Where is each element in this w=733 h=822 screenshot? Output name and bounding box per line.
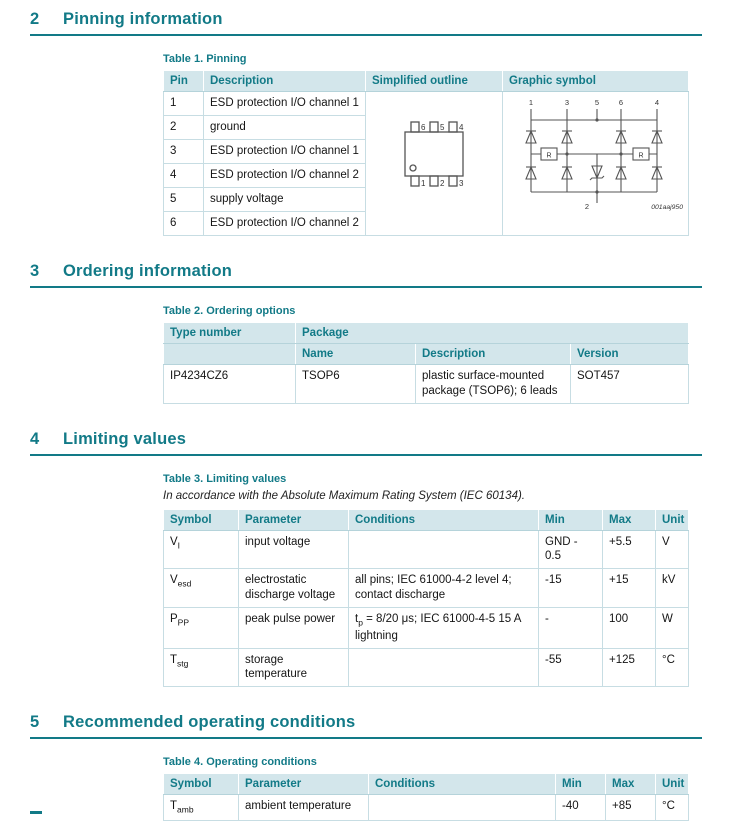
max-cell: 100 <box>603 608 656 648</box>
symbol-col-header: Graphic symbol <box>503 71 689 92</box>
conditions-cell: all pins; IEC 61000-4-2 level 4; contact discharge <box>349 569 539 608</box>
unit-cell: W <box>656 608 689 648</box>
package-col-header: Package <box>296 322 689 343</box>
min-col-header: Min <box>539 509 603 530</box>
symbol-pin-label: 1 <box>528 98 534 107</box>
symbol-cell: $V_I$ <box>164 530 239 569</box>
pinning-table <box>163 70 689 236</box>
symbol-pin-label: 3 <box>564 98 570 107</box>
section-number: 5 <box>30 713 40 732</box>
unit-cell: °C <box>656 795 689 820</box>
empty-header-cell <box>164 343 296 364</box>
min-col-header: Min <box>556 774 606 795</box>
symbol-cell: $T_{amb}$ <box>164 795 239 820</box>
outline-pin-label: 6 <box>421 123 426 132</box>
symbol-pin-label: 5 <box>594 98 600 107</box>
max-cell: +85 <box>606 795 656 820</box>
max-col-header: Max <box>606 774 656 795</box>
table1-caption: Table 1. Pinning <box>163 53 247 65</box>
pin-cell: 3 <box>164 139 204 163</box>
conditions-cell <box>369 795 556 820</box>
header-row <box>164 774 689 795</box>
unit-cell: V <box>656 530 689 569</box>
pin-cell: 2 <box>164 115 204 139</box>
conditions-col-header: Conditions <box>369 774 556 795</box>
esd-diode-array-svg <box>509 96 685 218</box>
symbol-pin-label: 2 <box>584 202 589 211</box>
section-operating <box>0 713 733 820</box>
description-cell: ESD protection I/O channel 2 <box>204 211 366 235</box>
section-heading <box>30 713 702 739</box>
pin-cell: 1 <box>164 92 204 116</box>
symbol-cell: $P_{PP}$ <box>164 608 239 648</box>
section-number: 4 <box>30 429 40 448</box>
table3-note: In accordance with the Absolute Maximum Rating System (IEC 60134). <box>163 489 525 502</box>
page-footer-rule <box>30 811 42 814</box>
parameter-cell: ambient temperature <box>239 795 369 820</box>
symbol-pin-label: 4 <box>654 98 660 107</box>
section-heading <box>30 430 702 456</box>
description-cell: supply voltage <box>204 187 366 211</box>
table2-caption: Table 2. Ordering options <box>163 304 296 317</box>
description-cell: ESD protection I/O channel 1 <box>204 92 366 116</box>
description-cell: ESD protection I/O channel 2 <box>204 163 366 187</box>
unit-cell: kV <box>656 569 689 608</box>
section-pinning <box>0 10 733 236</box>
min-cell: -40 <box>556 795 606 820</box>
version-cell: SOT457 <box>571 364 689 403</box>
drawing-code-label: 001aaj950 <box>651 204 683 211</box>
table3-caption: Table 3. Limiting values <box>163 472 287 485</box>
table-row <box>164 569 689 608</box>
section-heading <box>30 10 702 36</box>
symbol-cell: $V_{esd}$ <box>164 569 239 608</box>
max-cell: +125 <box>603 648 656 687</box>
package-name-cell: TSOP6 <box>296 364 416 403</box>
unit-col-header: Unit <box>656 509 689 530</box>
tsop6-outline-svg <box>375 96 493 214</box>
max-cell: +5.5 <box>603 530 656 569</box>
package-outline-drawing <box>366 92 503 236</box>
conditions-cell <box>349 530 539 569</box>
header-row <box>164 509 689 530</box>
section-number: 3 <box>30 261 40 280</box>
table-row <box>164 648 689 687</box>
table-row <box>164 608 689 648</box>
symbol-col-header: Symbol <box>164 509 239 530</box>
section-heading <box>30 262 702 288</box>
min-cell: -15 <box>539 569 603 608</box>
limiting-values-table <box>163 509 689 688</box>
header-row <box>164 343 689 364</box>
pin-col-header: Pin <box>164 71 204 92</box>
pin-cell: 6 <box>164 211 204 235</box>
parameter-col-header: Parameter <box>239 509 349 530</box>
description-col-header: Description <box>204 71 366 92</box>
symbol-col-header: Symbol <box>164 774 239 795</box>
ordering-table <box>163 322 689 404</box>
section-title: Recommended operating conditions <box>63 713 356 732</box>
type-number-cell: IP4234CZ6 <box>164 364 296 403</box>
description-col-header: Description <box>416 343 571 364</box>
conditions-cell: $t_p = 8/20$ μs; IEC 61000-4-5 15 A lightning <box>349 608 539 648</box>
section-title: Limiting values <box>63 429 187 448</box>
section-ordering <box>0 262 733 404</box>
parameter-cell: peak pulse power <box>239 608 349 648</box>
name-col-header: Name <box>296 343 416 364</box>
description-cell: ground <box>204 115 366 139</box>
conditions-col-header: Conditions <box>349 509 539 530</box>
parameter-col-header: Parameter <box>239 774 369 795</box>
description-cell: ESD protection I/O channel 1 <box>204 139 366 163</box>
table-row <box>164 364 689 403</box>
table4-caption: Table 4. Operating conditions <box>163 756 317 769</box>
min-cell: GND - 0.5 <box>539 530 603 569</box>
pin-cell: 4 <box>164 163 204 187</box>
symbol-cell: $T_{stg}$ <box>164 648 239 687</box>
min-cell: -55 <box>539 648 603 687</box>
operating-conditions-table <box>163 773 689 820</box>
min-cell: - <box>539 608 603 648</box>
header-row <box>164 322 689 343</box>
pin-cell: 5 <box>164 187 204 211</box>
unit-col-header: Unit <box>656 774 689 795</box>
outline-pin-label: 2 <box>440 179 445 188</box>
resistor-label: R <box>638 152 644 160</box>
table-row <box>164 92 689 116</box>
outline-pin-label: 1 <box>421 179 426 188</box>
max-col-header: Max <box>603 509 656 530</box>
section-title: Ordering information <box>63 261 232 280</box>
section-title: Pinning information <box>63 10 223 28</box>
graphic-symbol-drawing <box>503 92 689 236</box>
section-limiting <box>0 430 733 688</box>
version-col-header: Version <box>571 343 689 364</box>
conditions-cell <box>349 648 539 687</box>
outline-pin-label: 5 <box>440 123 445 132</box>
table-row <box>164 530 689 569</box>
resistor-label: R <box>546 152 552 160</box>
parameter-cell: storage temperature <box>239 648 349 687</box>
header-row <box>164 71 689 92</box>
symbol-pin-label: 6 <box>618 98 624 107</box>
type-number-col-header: Type number <box>164 322 296 343</box>
unit-cell: °C <box>656 648 689 687</box>
section-number: 2 <box>30 10 40 28</box>
outline-pin-label: 3 <box>459 179 464 188</box>
table-row <box>164 795 689 820</box>
parameter-cell: electrostatic discharge voltage <box>239 569 349 608</box>
max-cell: +15 <box>603 569 656 608</box>
outline-pin-label: 4 <box>459 123 464 132</box>
outline-col-header: Simplified outline <box>366 71 503 92</box>
parameter-cell: input voltage <box>239 530 349 569</box>
package-description-cell: plastic surface-mounted package (TSOP6); 6 leads <box>416 364 571 403</box>
